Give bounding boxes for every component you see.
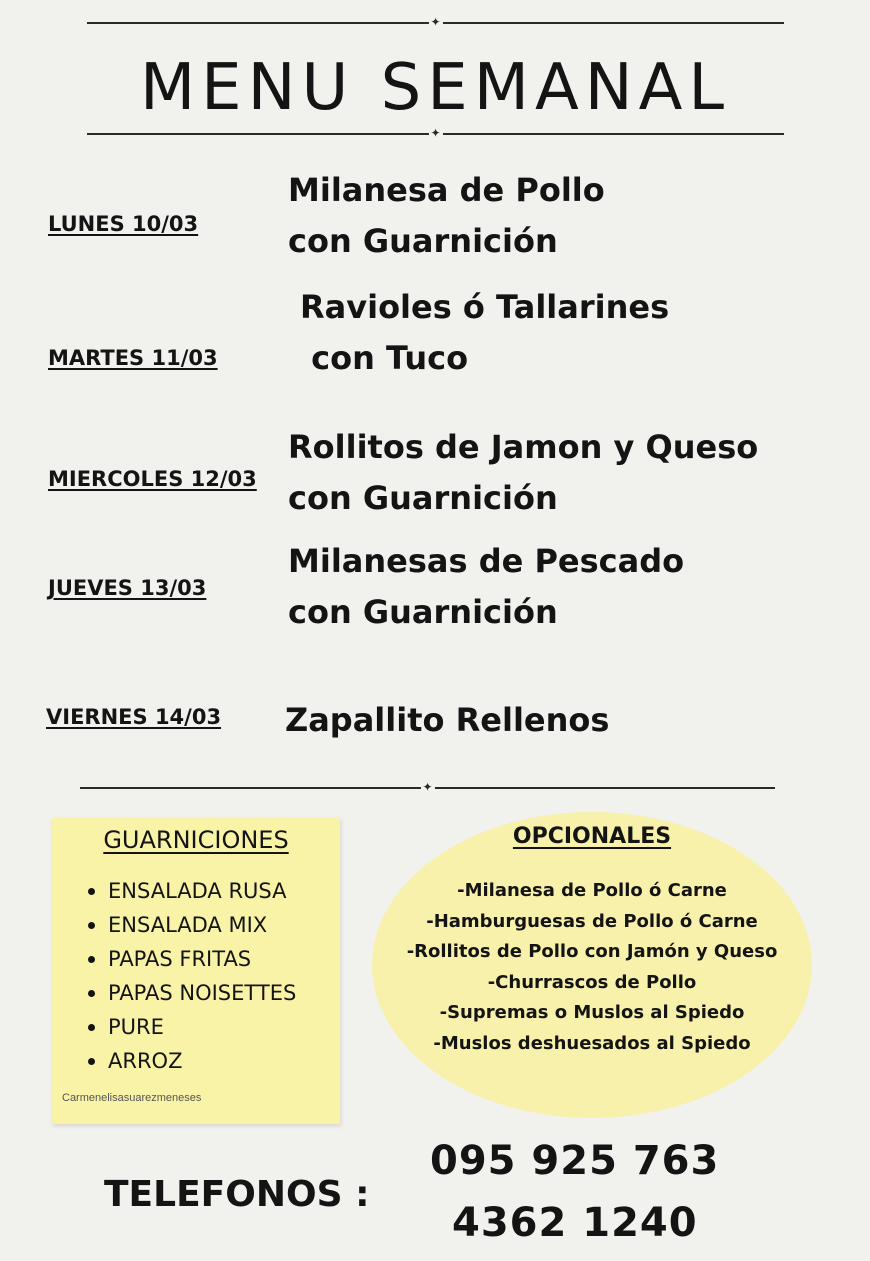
opcionales-ellipse (372, 812, 812, 1118)
ornament-icon: ✦ (430, 126, 441, 140)
list-item: ARROZ (88, 1044, 296, 1078)
day-label-miercoles: MIERCOLES 12/03 (48, 467, 257, 491)
dish-jueves-line1: Milanesas de Pescado (288, 542, 685, 580)
day-label-viernes: VIERNES 14/03 (46, 705, 222, 729)
phone-number-2: 4362 1240 (452, 1200, 698, 1246)
day-label-jueves: JUEVES 13/03 (48, 576, 207, 600)
phone-number-1: 095 925 763 (430, 1138, 720, 1184)
dish-viernes-line1: Zapallito Rellenos (285, 701, 610, 739)
title-divider (87, 126, 784, 140)
list-item: ENSALADA MIX (88, 908, 296, 942)
list-item: PAPAS NOISETTES (88, 976, 296, 1010)
list-item: -Supremas o Muslos al Spiedo (439, 1002, 745, 1023)
day-label-martes: MARTES 11/03 (48, 346, 218, 370)
list-item: PURE (88, 1010, 296, 1044)
dish-miercoles-line1: Rollitos de Jamon y Queso (288, 428, 759, 466)
ornament-icon: ✦ (422, 780, 433, 794)
guarniciones-box (52, 818, 340, 1124)
dish-lunes-line2: con Guarnición (288, 222, 558, 260)
list-item: -Milanesa de Pollo ó Carne (457, 880, 727, 901)
opcionales-list (372, 876, 812, 1059)
list-item: -Churrascos de Pollo (487, 971, 697, 993)
dish-martes-line2: con Tuco (300, 339, 469, 377)
section-divider (80, 780, 775, 794)
dish-miercoles-line2: con Guarnición (288, 479, 558, 517)
top-divider (87, 15, 784, 29)
telefonos-label: TELEFONOS : (104, 1174, 370, 1215)
day-label-lunes: LUNES 10/03 (48, 212, 199, 236)
dish-lunes-line1: Milanesa de Pollo (288, 171, 605, 209)
list-item: -Rollitos de Pollo con Jamón y Queso (406, 941, 778, 962)
page-title: MENU SEMANAL (139, 51, 731, 125)
list-item: -Hamburguesas de Pollo ó Carne (426, 910, 758, 932)
author-credit: Carmenelisasuarezmeneses (62, 1092, 202, 1104)
dish-martes-line1: Ravioles ó Tallarines (300, 288, 670, 326)
dish-jueves-line2: con Guarnición (288, 593, 558, 631)
list-item: -Muslos deshuesados al Spiedo (433, 1032, 751, 1054)
list-item: PAPAS FRITAS (88, 942, 296, 976)
ornament-icon: ✦ (430, 15, 441, 29)
guarniciones-list (88, 874, 296, 1078)
list-item: ENSALADA RUSA (88, 874, 296, 908)
guarniciones-title: GUARNICIONES (103, 826, 289, 854)
opcionales-title: OPCIONALES (512, 824, 672, 849)
